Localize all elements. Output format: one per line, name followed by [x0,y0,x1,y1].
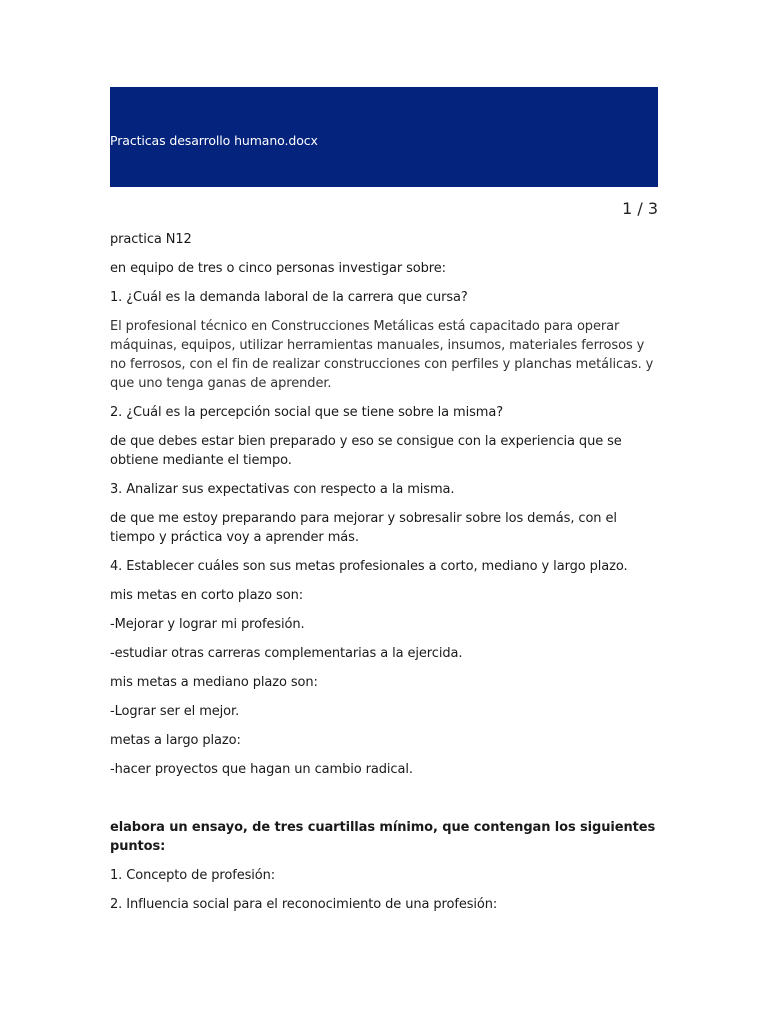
answer: El profesional técnico en Construcciones Metálicas está capacitado para operar máquinas, equipos, utilizar herramientas manuales, insumos, materiales ferrosos y no ferrosos, con el fin de realizar construcciones con perfiles y planchas metálicas. y que uno tenga ganas de aprender. [110,319,654,391]
spacer [110,789,658,818]
goal-heading: mis metas a mediano plazo son: [110,675,318,690]
goal-item: -Mejorar y lograr mi profesión. [110,617,305,632]
essay-point: 1. Concepto de profesión: [110,868,276,883]
essay-instruction: elabora un ensayo, de tres cuartillas mínimo, que contengan los siguientes puntos: [110,820,656,854]
question: 1. ¿Cuál es la demanda laboral de la carrera que cursa? [110,290,468,305]
question: 2. ¿Cuál es la percepción social que se tiene sobre la misma? [110,405,504,420]
goal-heading: metas a largo plazo: [110,733,241,748]
page-counter: 1 / 3 [622,199,658,218]
document-title: Practicas desarrollo humano.docx [110,133,318,148]
paragraph-heading: practica N12 [110,232,192,247]
paragraph: en equipo de tres o cinco personas investigar sobre: [110,261,446,276]
document-header-banner [110,87,658,187]
answer: de que me estoy preparando para mejorar y sobresalir sobre los demás, con el tiempo y práctica voy a aprender más. [110,511,617,545]
question: 3. Analizar sus expectativas con respecto a la misma. [110,482,455,497]
goal-heading: mis metas en corto plazo son: [110,588,303,603]
document-body [110,230,658,924]
goal-item: -Lograr ser el mejor. [110,704,240,719]
goal-item: -estudiar otras carreras complementarias a la ejercida. [110,646,463,661]
question: 4. Establecer cuáles son sus metas profesionales a corto, mediano y largo plazo. [110,559,628,574]
goal-item: -hacer proyectos que hagan un cambio radical. [110,762,413,777]
essay-point: 2. Influencia social para el reconocimiento de una profesión: [110,897,498,912]
answer: de que debes estar bien preparado y eso se consigue con la experiencia que se obtiene mediante el tiempo. [110,434,622,468]
